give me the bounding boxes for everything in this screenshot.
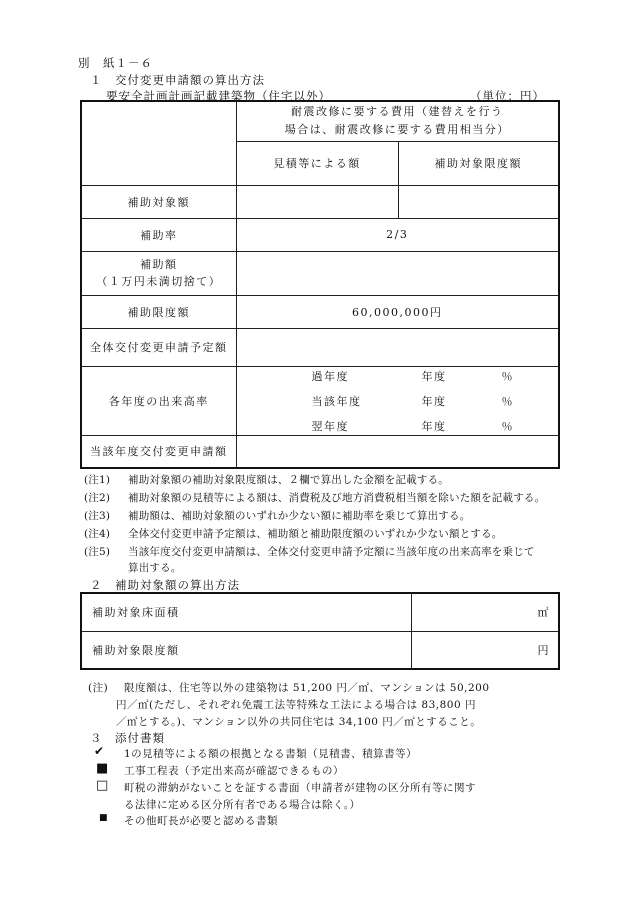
empty-square-icon[interactable]: □	[96, 778, 109, 793]
progress-current-label: 当該年度	[311, 394, 362, 408]
filled-square-icon[interactable]: ■	[96, 761, 109, 776]
row-limit-label: 補助限度額	[81, 295, 236, 328]
note-5-continued: 算出する。	[128, 562, 182, 574]
progress-past-year: 年度	[421, 369, 447, 383]
note2-line3: ／㎡とする。)、マンション以外の共同住宅は 34,100 円／㎡とすること。	[116, 716, 482, 728]
note-5: (注5) 当該年度交付変更申請額は、全体交付変更申請予定額に当該年度の出来高率を乗じて	[84, 546, 535, 558]
table-corner-cell	[81, 101, 236, 185]
attachment-2: 工事工程表（予定出来高が確認できるもの）	[124, 765, 344, 777]
table-subtitle: 要安全計画計画記載建築物（住宅以外）	[106, 89, 331, 103]
attachment-3: 町税の滞納がないことを証する書面（申請者が建物の区分所有等に関す	[124, 782, 476, 794]
progress-next-label: 翌年度	[311, 419, 349, 433]
floor-area-unit: ㎡	[411, 593, 559, 631]
cost-table	[80, 100, 560, 469]
subsidy-base-limit-cell	[398, 185, 559, 218]
limit-value: 60,000,000円	[236, 295, 559, 328]
progress-next-pct: ％	[501, 419, 514, 433]
section3-title: ３ 添付書類	[90, 731, 165, 745]
subsidy-base-estimate-cell	[236, 185, 398, 218]
progress-next-year: 年度	[421, 419, 447, 433]
limit-amount-unit: 円	[411, 631, 559, 669]
row-subsidy-base-label: 補助対象額	[81, 185, 236, 218]
col-limit-header: 補助対象限度額	[398, 141, 559, 185]
row-progress-label: 各年度の出来高率	[81, 366, 236, 435]
note2-label: (注)	[88, 682, 109, 694]
row-rate-label: 補助率	[81, 218, 236, 251]
section2-title: ２ 補助対象額の算出方法	[90, 578, 240, 592]
note2-line2: 円／㎡(ただし、それぞれ免震工法等特殊な工法による場合は 83,800 円	[116, 699, 477, 711]
check-icon[interactable]: ✔	[94, 744, 105, 758]
rate-value: 2/3	[236, 218, 559, 251]
attachment-3-continued: る法律に定める区分所有者である場合は除く。）	[124, 799, 361, 811]
note-4: (注4) 全体交付変更申請予定額は、補助額と補助限度額のいずれか少ない額とする。	[84, 528, 503, 540]
col-estimate-header: 見積等による額	[236, 141, 398, 185]
total-planned-cell	[236, 328, 559, 366]
section1-title: １ 交付変更申請額の算出方法	[90, 73, 265, 87]
attachment-4: その他町長が必要と認める書類	[124, 815, 278, 827]
row-current-year-amount-label: 当該年度交付変更申請額	[81, 435, 236, 468]
row-total-planned-label: 全体交付変更申請予定額	[81, 328, 236, 366]
progress-past-label: 過年度	[311, 369, 349, 383]
progress-current-year: 年度	[421, 394, 447, 408]
progress-current-pct: ％	[501, 394, 514, 408]
note-3: (注3) 補助額は、補助対象額のいずれか少ない額に補助率を乗じて算出する。	[84, 510, 471, 522]
doc-number: 別 紙１－６	[78, 56, 153, 70]
current-year-amount-cell	[236, 435, 559, 468]
note2-line1: 限度額は、住宅等以外の建築物は 51,200 円／㎡、マンションは 50,200	[124, 682, 490, 694]
floor-area-label: 補助対象床面積	[81, 593, 411, 631]
col-group-header: 耐震改修に要する費用（建替えを行う 場合は、耐震改修に要する費用相当分）	[236, 101, 559, 141]
note-2: (注2) 補助対象額の見積等による額は、消費税及び地方消費税相当額を除いた額を記載する。	[84, 492, 546, 504]
subsidy-amount-cell	[236, 251, 559, 295]
small-square-icon[interactable]: ■	[99, 813, 108, 823]
progress-past-pct: ％	[501, 369, 514, 383]
row-subsidy-amount-label: 補助額 （１万円未満切捨て）	[81, 251, 236, 295]
limit-amount-label: 補助対象限度額	[81, 631, 411, 669]
attachment-1: 1の見積等による額の根拠となる書類（見積書、積算書等）	[124, 748, 418, 760]
progress-cell	[236, 366, 559, 435]
area-table	[80, 592, 560, 670]
note-1: (注1) 補助対象額の補助対象限度額は、２欄で算出した金額を記載する。	[84, 474, 449, 486]
unit-label: （単位：円）	[470, 89, 545, 103]
